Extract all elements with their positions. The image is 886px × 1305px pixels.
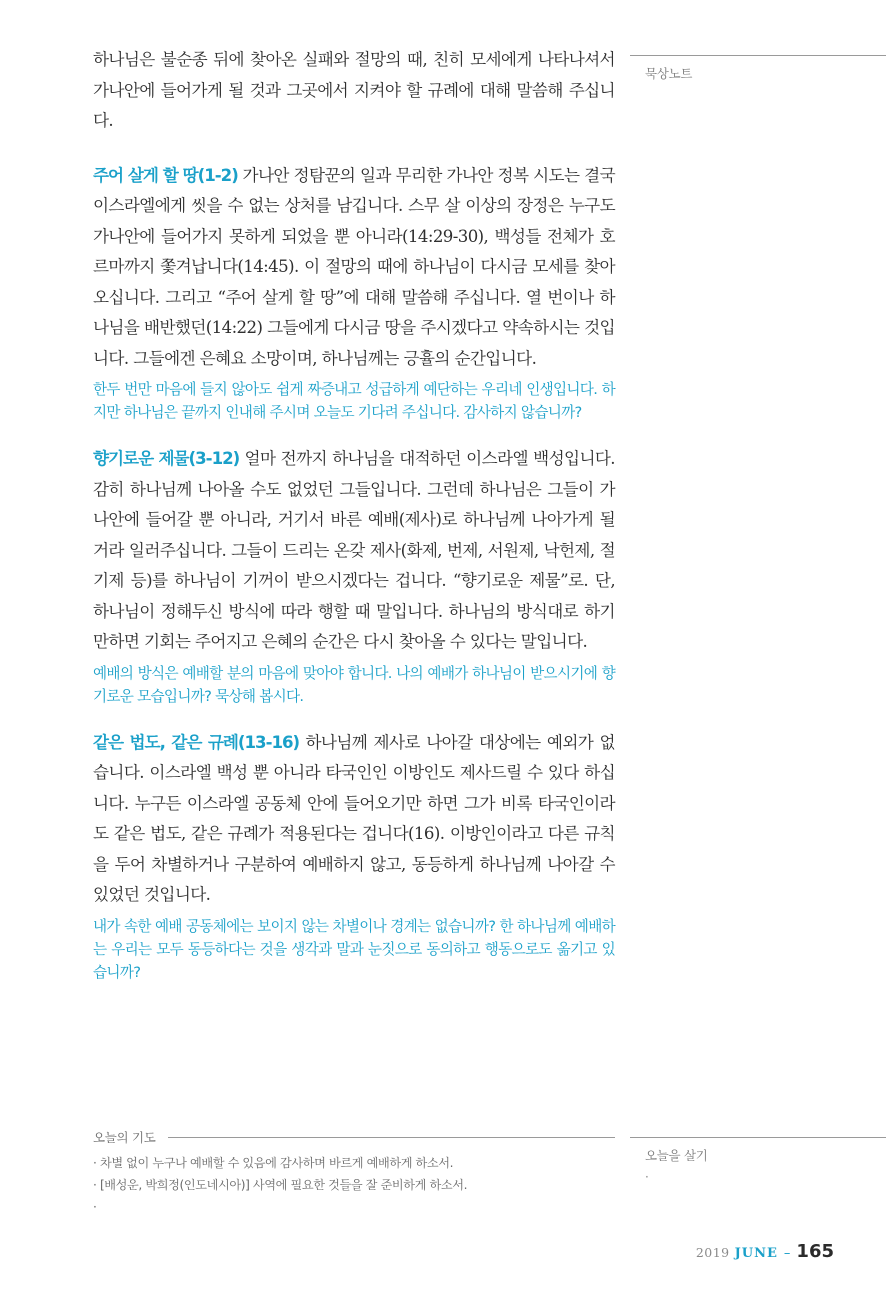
divider xyxy=(630,1137,886,1138)
section-body xyxy=(93,728,615,911)
reflection-text: 한두 번만 마음에 들지 않아도 쉽게 짜증내고 성급하게 예단하는 우리네 인생입니다. 하지만 하나님은 끝까지 인내해 주시며 오늘도 기다려 주십니다. 감사하지 않습니까? xyxy=(93,381,615,421)
prayer-item: · xyxy=(93,1200,97,1214)
section-land xyxy=(93,161,615,425)
footer-dash: – xyxy=(783,1246,791,1261)
meditation-note-label: 묵상노트 xyxy=(645,66,693,81)
intro-paragraph: 하나님은 불순종 뒤에 찾아온 실패와 절망의 때, 친히 모세에게 나타나셔서 가나안에 들어가게 될 것과 그곳에서 지켜야 할 규례에 대해 말씀해 주십니다. xyxy=(93,50,615,130)
prayer-title: 오늘의 기도 xyxy=(93,1130,156,1145)
living-today-bullet: · xyxy=(645,1170,649,1184)
section-text: 가나안 정탐꾼의 일과 무리한 가나안 정복 시도는 결국 이스라엘에게 씻을 수 없는 상처를 남깁니다. 스무 살 이상의 장정은 누구도 가나안에 들어가지 못하게 되었을 뿐 아니라(14:29-30), 백성들 전체가 호르마까지 쫓겨납니다(14:45). 이 절망의 때에 하나님이 다시금 모세를 찾아오십니다. 그리고 “주어 살게 할 땅”에 대해 말씀해 주십니다. 열 번이나 하나님을 배반했던(14:22) 그들에게 다시금 땅을 주시겠다고 약속하시는 것입니다. 그들에겐 은혜요 소망이며, 하나님께는 긍휼의 순간입니다. xyxy=(93,165,615,368)
prayer-list xyxy=(93,1152,615,1218)
section-heading: 주어 살게 할 땅(1-2) xyxy=(93,165,238,185)
section-body xyxy=(93,444,615,658)
main-column xyxy=(93,45,615,1004)
prayer-item: · [배성운, 박희정(인도네시아)] 사역에 필요한 것들을 잘 준비하게 하소서. xyxy=(93,1178,468,1192)
divider xyxy=(630,55,886,56)
meditation-note-panel xyxy=(630,55,886,82)
todays-prayer xyxy=(93,1128,615,1218)
divider xyxy=(168,1137,615,1138)
section-text: 얼마 전까지 하나님을 대적하던 이스라엘 백성입니다. 감히 하나님께 나아올 수도 없었던 그들입니다. 그런데 하나님은 그들이 가나안에 들어갈 뿐 아니라, 거기서 바른 예배(제사)로 하나님께 나아가게 될 거라 일러주십니다. 그들이 드리는 온갖 제사(화제, 번제, 서원제, 낙헌제, 절기제 등)를 하나님이 기꺼이 받으시겠다는 겁니다. “향기로운 제물”로. 단, 하나님이 정해두신 방식에 따라 행할 때 말입니다. 하나님의 방식대로 하기만하면 기회는 주어지고 은혜의 순간은 다시 찾아올 수 있다는 말입니다. xyxy=(93,449,615,651)
section-body xyxy=(93,161,615,375)
page-footer xyxy=(696,1241,834,1262)
footer-month: JUNE xyxy=(734,1246,778,1261)
reflection-text: 예배의 방식은 예배할 분의 마음에 맞아야 합니다. 나의 예배가 하나님이 받으시기에 향기로운 모습입니까? 묵상해 봅시다. xyxy=(93,664,615,705)
reflection-text: 내가 속한 예배 공동체에는 보이지 않는 차별이나 경계는 없습니까? 한 하나님께 예배하는 우리는 모두 동등하다는 것을 생각과 말과 눈짓으로 동의하고 행동으로도 옮기고 있습니까? xyxy=(93,917,615,981)
section-same-law xyxy=(93,728,615,984)
section-text: 하나님께 제사로 나아갈 대상에는 예외가 없습니다. 이스라엘 백성 뿐 아니라 타국인인 이방인도 제사드릴 수 있다 하십니다. 누구든 이스라엘 공동체 안에 들어오기만 하면 그가 비록 타국인이라도 같은 법도, 같은 규례가 적용된다는 겁니다(16). 이방인이라고 다른 규칙을 두어 차별하거나 구분하여 예배하지 않고, 동등하게 하나님께 나아갈 수 있었던 것입니다. xyxy=(93,732,615,904)
section-offering xyxy=(93,444,615,708)
living-today-label: 오늘을 살기 xyxy=(645,1148,708,1163)
footer-year: 2019 xyxy=(695,1245,730,1260)
prayer-item: · 차별 없이 누구나 예배할 수 있음에 감사하며 바르게 예배하게 하소서. xyxy=(93,1156,454,1170)
section-heading: 같은 법도, 같은 규례(13-16) xyxy=(93,732,300,752)
living-today-panel xyxy=(630,1137,886,1184)
section-heading: 향기로운 제물(3-12) xyxy=(93,449,240,468)
page-number: 165 xyxy=(796,1241,834,1262)
prayer-header xyxy=(93,1128,615,1146)
